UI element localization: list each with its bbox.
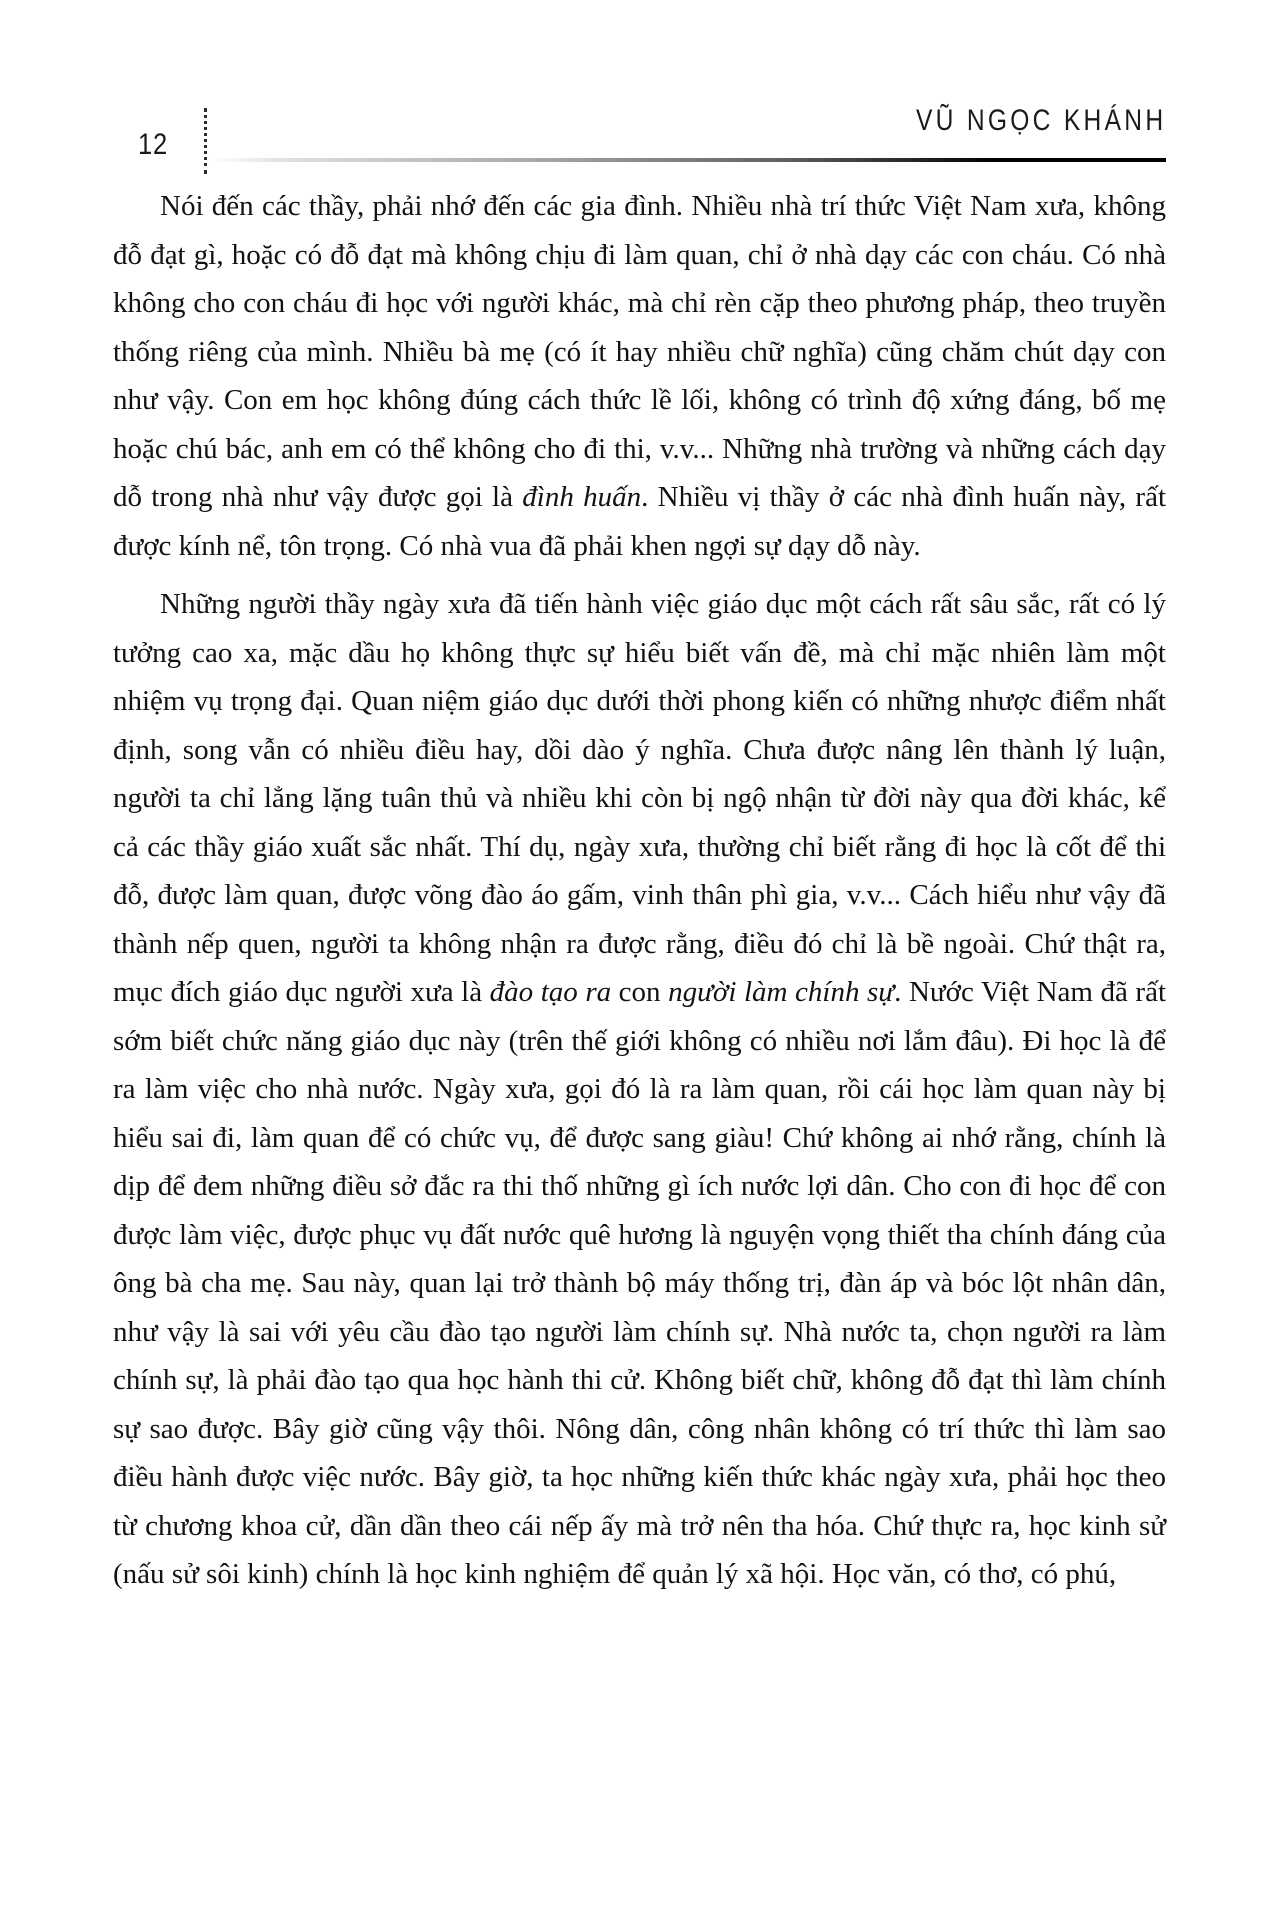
text-run: . Nhiều vị thầy ở các nhà đình huấn này, rất được kính nể, tôn trọng. Có nhà vua đã phải khen ngợi sự dạy dỗ này. — [113, 481, 1167, 562]
text-run: con — [611, 976, 669, 1008]
italic-text-run: người làm chính sự — [668, 976, 895, 1008]
paragraph — [113, 182, 1166, 570]
text-run: Những người thầy ngày xưa đã tiến hành việc giáo dục một cách rất sâu sắc, rất có lý tưởng cao xa, mặc dầu họ không thực sự hiểu biết vấn đề, mà chỉ mặc nhiên làm một nhiệm vụ trọng đại. Quan niệm giáo dục dưới thời phong kiến có những nhược điểm nhất định, song vẫn có nhiều điều hay, dồi dào ý nghĩa. Chưa được nâng lên thành lý luận, người ta chỉ lẳng lặng tuân thủ và nhiều khi còn bị ngộ nhận từ đời này qua đời khác, kể cả các thầy giáo xuất sắc nhất. Thí dụ, ngày xưa, thường chỉ biết rằng đi học là cốt để thi đỗ, được làm quan, được võng đào áo gấm, vinh thân phì gia, v.v... Cách hiểu như vậy đã thành nếp quen, người ta không nhận ra được rằng, điều đó chỉ là bề ngoài. Chứ thật ra, mục đích giáo dục người xưa là — [113, 588, 1166, 1008]
page-body — [113, 182, 1166, 1609]
italic-text-run: đình huấn — [522, 481, 642, 513]
text-run: Nói đến các thầy, phải nhớ đến các gia đình. Nhiều nhà trí thức Việt Nam xưa, không đỗ đạt gì, hoặc có đỗ đạt mà không chịu đi làm quan, chỉ ở nhà dạy các con cháu. Có nhà không cho con cháu đi học với người khác, mà chỉ rèn cặp theo phương pháp, theo truyền thống riêng của mình. Nhiều bà mẹ (có ít hay nhiều chữ nghĩa) cũng chăm chút dạy con như vậy. Con em học không đúng cách thức lề lối, không có trình độ xứng đáng, bố mẹ hoặc chú bác, anh em có thể không cho đi thi, v.v... Những nhà trường và những cách dạy dỗ trong nhà như vậy được gọi là — [113, 190, 1166, 513]
paragraph — [113, 580, 1166, 1599]
text-run: . Nước Việt Nam đã rất sớm biết chức năng giáo dục này (trên thế giới không có nhiều nơi lắm đâu). Đi học là để ra làm việc cho nhà nước. Ngày xưa, gọi đó là ra làm quan, rồi cái học làm quan này bị hiểu sai đi, làm quan để có chức vụ, để được sang giàu! Chứ không ai nhớ rằng, chính là dịp để đem những điều sở đắc ra thi thố những gì ích nước lợi dân. Cho con đi học để con được làm việc, được phục vụ đất nước quê hương là nguyện vọng thiết tha chính đáng của ông bà cha mẹ. Sau này, quan lại trở thành bộ máy thống trị, đàn áp và bóc lột nhân dân, như vậy là sai với yêu cầu đào tạo người làm chính sự. Nhà nước ta, chọn người ra làm chính sự, là phải đào tạo qua học hành thi cử. Không biết chữ, không đỗ đạt thì làm chính sự sao được. Bây giờ cũng vậy thôi. Nông dân, công nhân không có trí thức thì làm sao điều hành được việc nước. Bây giờ, ta học những kiến thức khác ngày xưa, phải học theo từ chương khoa cử, dần dần theo cái nếp ấy mà trở nên tha hóa. Chứ thực ra, học kinh sử (nấu sử sôi kinh) chính là học kinh nghiệm để quản lý xã hội. Học văn, có thơ, có phú, — [113, 976, 1167, 1590]
chain-ornament-icon — [204, 108, 207, 174]
header-rule — [208, 158, 1166, 162]
italic-text-run: đào tạo ra — [489, 976, 612, 1008]
running-head: VŨ NGỌC KHÁNH — [915, 104, 1166, 137]
page-number: 12 — [138, 128, 169, 161]
